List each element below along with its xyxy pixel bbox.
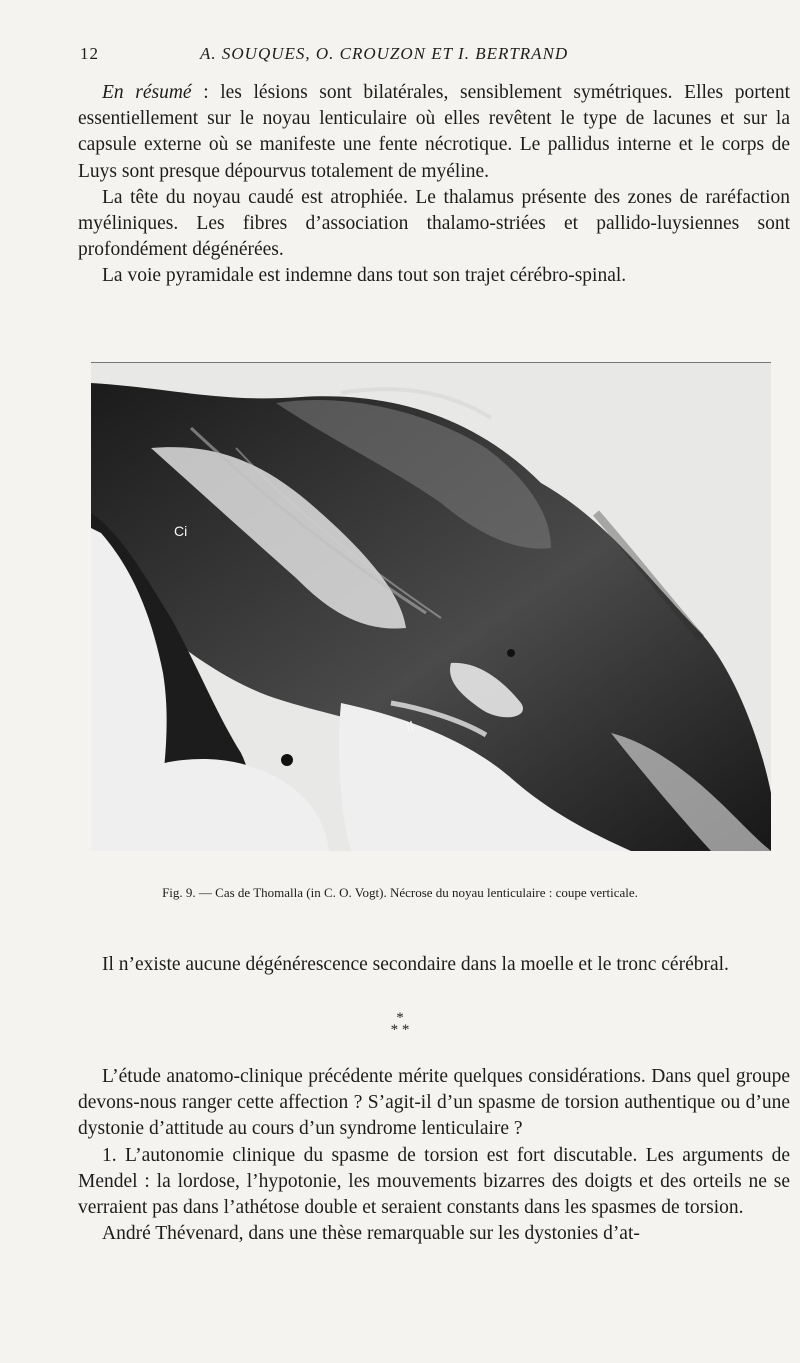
asterism-bottom: * *	[390, 1022, 410, 1038]
label-ii: II	[404, 717, 416, 735]
asterism	[0, 1012, 800, 1036]
summary-text	[78, 80, 790, 290]
brain-section-figure	[91, 362, 771, 851]
page-header	[80, 44, 780, 68]
bottom-text	[78, 1064, 790, 1247]
middle-text	[78, 952, 790, 978]
running-title: A. SOUQUES, O. CROUZON ET I. BERTRAND	[200, 44, 569, 63]
summary-body: : les lésions sont bilatérales, sensiblement symétriques. Elles portent essentiellement sur le noyau lenticulaire où elles revêtent le type de lacunes et sur la capsule externe où se manifeste une fente nécrotique. Le pallidus interne et le corps de Luys sont presque dépourvus totalement de myéline.	[78, 82, 790, 182]
degeneration-paragraph: Il n’existe aucune dégénérescence secondaire dans la moelle et le tronc cérébral.	[102, 954, 729, 975]
figure-caption: Fig. 9. — Cas de Thomalla (in C. O. Vogt). Nécrose du noyau lenticulaire : coupe verticale.	[162, 885, 638, 900]
asterism-top: *	[396, 1010, 404, 1026]
label-ci: Ci	[174, 523, 188, 539]
page-number: 12	[80, 44, 99, 63]
brain-section-image	[91, 363, 771, 851]
caudate-paragraph: La tête du noyau caudé est atrophiée. Le thalamus présente des zones de raréfaction myéliniques. Les fibres d’association thalamo-striées et pallido-luysiennes sont profondément dégénérées.	[78, 186, 790, 261]
thevenard-paragraph: André Thévenard, dans une thèse remarquable sur les dystonies d’at-	[102, 1223, 640, 1245]
argument-paragraph: 1. L’autonomie clinique du spasme de torsion est fort discutable. Les arguments de Mendel : la lordose, l’hypotonie, les mouvements bizarres des doigts et des orteils ne se verraient pas dans l’athétose double et seraient constants dans les spasmes de torsion.	[78, 1144, 790, 1219]
anatomo-clinical-paragraph: L’étude anatomo-clinique précédente mérite quelques considérations. Dans quel groupe devons-nous ranger cette affection ? S’agit-il d’un spasme de torsion authentique ou d’une dystonie d’attitude au cours d’un syndrome lenticulaire ?	[78, 1066, 790, 1140]
summary-lead: En résumé	[102, 82, 192, 103]
summary-paragraph	[78, 80, 790, 185]
pyramidal-paragraph: La voie pyramidale est indemne dans tout son trajet cérébro-spinal.	[102, 265, 627, 287]
